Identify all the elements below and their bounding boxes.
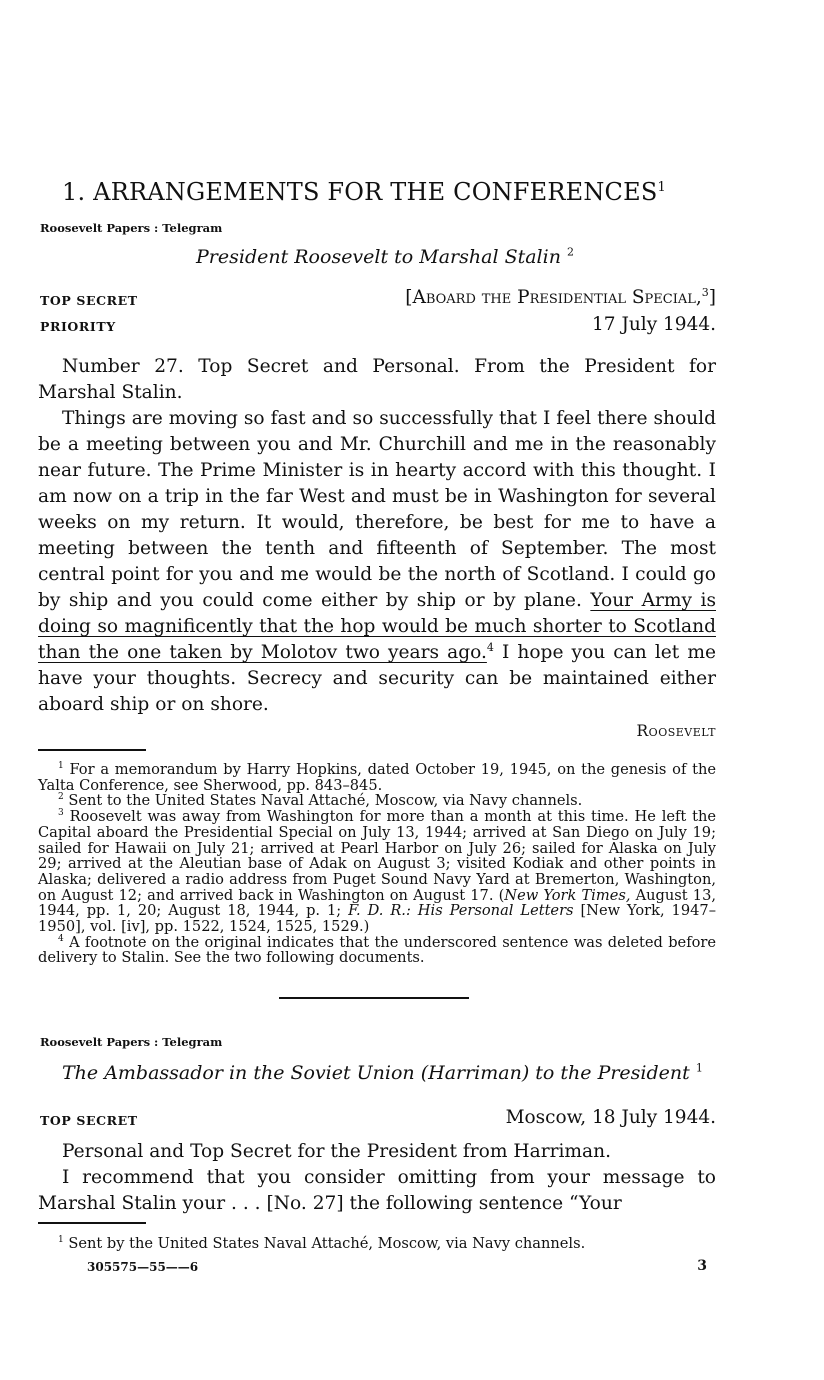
underscored-sentence: Your Army is doing so magnificently that the hop would be much shorter to Scotland than the one taken by Molotov two years ago.: [38, 590, 716, 663]
doc2-body: [38, 1139, 716, 1217]
doc1-title-note: 2: [567, 245, 574, 259]
doc1-title: [196, 246, 574, 268]
footnote-4: $^4$ A footnote on the original indicates that the underscored sentence was deleted before delivery to Stalin. See the two following documents.: [38, 933, 716, 967]
section-number: 1.: [62, 178, 86, 206]
section-note-ref: 1: [657, 180, 666, 195]
print-code: 305575—55——6: [87, 1260, 199, 1274]
doc2-classification: TOP SECRET: [40, 1113, 138, 1128]
doc2-date: Moscow, 18 July 1944.: [505, 1107, 716, 1128]
footnote-rule: [38, 749, 146, 751]
doc2-title-note: 1: [695, 1061, 703, 1075]
doc1-place-note: 3: [701, 285, 709, 299]
doc2-paragraph-1: Personal and Top Secret for the President from Harriman.: [62, 1141, 612, 1162]
section-title: ARRANGEMENTS FOR THE CONFERENCES: [93, 178, 658, 206]
footnote-3: $^3$ Roosevelt was away from Washington for more than a month at this time. He left the Capital aboard the Presidential Special on July 13, 1944; arrived at San Diego on July 19; sailed for Hawaii on July 21; arrived at Pearl Harbor on July 26; sailed for Alaska on July 29; arrived at the Aleutian base of Adak on August 3; visited Kodiak and other points in Alaska; delivered a radio address from Puget Sound Navy Yard at Bremerton, Washington, on August 12; and arrived back in Washington on August 17. (New York Times, August 13, 1944, pp. 1, 20; August 18, 1944, p. 1; F. D. R.: His Personal Letters [New York, 1947–1950], vol. [iv], pp. 1522, 1524, 1525, 1529.): [38, 808, 717, 936]
doc1-paragraph-2: Things are moving so fast and so successfully that I feel there should be a meeting between you and Mr. Churchill and me in the reasonably near future. The Prime Minister is in hearty accord with this thought. I am now on a trip in the far West and must be in Washington for several weeks on my return. It would, therefore, be best for me to have a meeting between the tenth and fifteenth of September. The most central point for you and me would be the north of Scotland. I could go by ship and you could come either by ship or by plane. Your Army is doing so magnificently that the hop would be much shorter to Scotland than the one taken by Molotov two years ago.$^4$ I hope you can let me have your thoughts. Secrecy and security can be maintained either aboard ship or on shore.: [38, 408, 716, 715]
doc2-footnote-1: $^1$ Sent by the United States Naval Attaché, Moscow, via Navy channels.: [58, 1235, 586, 1252]
doc1-place: [Aboard the Presidential Special,$^3$]: [405, 285, 716, 308]
doc2-source-label: Roosevelt Papers : Telegram: [40, 1035, 223, 1049]
doc2-title: [62, 1062, 703, 1084]
doc1-footnotes: [38, 762, 716, 966]
doc1-date: 17 July 1944.: [592, 314, 716, 335]
doc2-title-text: The Ambassador in the Soviet Union (Harriman) to the President: [62, 1062, 690, 1084]
footnote-1: $^1$ For a memorandum by Harry Hopkins, dated October 19, 1945, on the genesis of the Yalta Conference, see Sherwood, pp. 843–845.: [38, 761, 717, 794]
page-number: 3: [697, 1258, 707, 1274]
section-heading: [62, 178, 666, 206]
doc1-title-text: President Roosevelt to Marshal Stalin: [196, 246, 561, 268]
footnote-2: $^2$ Sent to the United States Naval Attaché, Moscow, via Navy channels.: [58, 792, 583, 810]
document-page: [38, 0, 716, 1380]
doc1-source-label: Roosevelt Papers : Telegram: [40, 221, 223, 235]
doc1-paragraph-1: Number 27. Top Secret and Personal. From the President for Marshal Stalin.: [38, 356, 716, 403]
doc1-place-text: Aboard the Presidential Special,: [412, 287, 702, 308]
footnote-rule-2: [38, 1222, 146, 1224]
doc2-paragraph-2: I recommend that you consider omitting from your message to Marshal Stalin your . . . [No. 27] the following sentence “Your: [38, 1167, 716, 1214]
doc1-body: [38, 354, 716, 718]
doc2-footnotes: [38, 1236, 716, 1252]
doc1-classification: TOP SECRET: [40, 293, 138, 308]
doc1-signature: Roosevelt: [636, 722, 716, 740]
doc1-para-note: 4: [486, 640, 494, 654]
section-divider: [279, 997, 469, 999]
doc1-priority: PRIORITY: [40, 319, 116, 334]
